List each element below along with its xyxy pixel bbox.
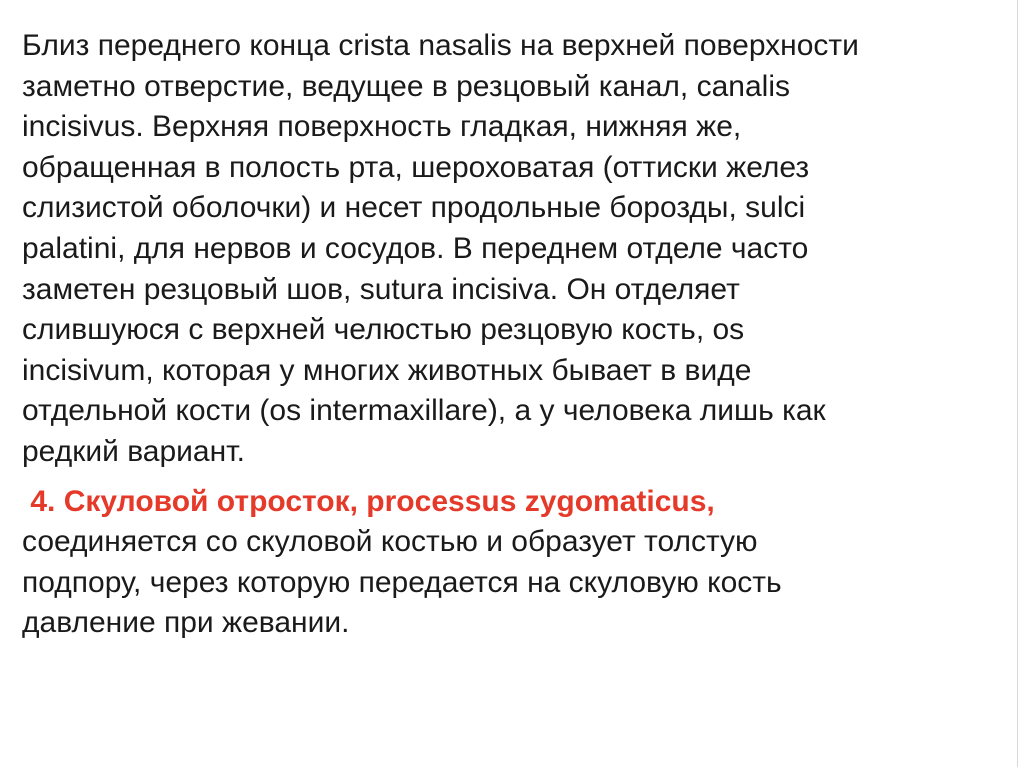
- paragraph-1-line: Близ переднего конца crista nasalis на верхней поверхности: [22, 29, 859, 62]
- paragraph-2: [22, 482, 1002, 644]
- paragraph-1-line: слившуюся с верхней челюстью резцовую кость, os: [22, 313, 745, 347]
- paragraph-1-line: обращенная в полость рта, шероховатая (оттиски желез: [22, 150, 810, 184]
- paragraph-1-line: заметно отверстие, ведущее в резцовый канал, canalis: [22, 69, 790, 103]
- paragraph-1-line: слизистой оболочки) и несет продольные борозды, sulci: [22, 191, 806, 225]
- paragraph-2-line: соединяется со скуловой костью и образует толстую: [22, 525, 758, 559]
- paragraph-1-line: редкий вариант.: [22, 434, 245, 468]
- paragraph-2-line: давление при жевании.: [22, 606, 350, 640]
- paragraph-1-line: заметен резцовый шов, sutura incisiva. Он отделяет: [22, 272, 740, 306]
- paragraph-1-line: palatini, для нервов и сосудов. В переднем отделе часто: [22, 231, 809, 265]
- paragraph-1-line: incisivus. Верхняя поверхность гладкая, нижняя же,: [22, 110, 742, 144]
- section-heading: 4. Скуловой отросток, processus zygomaticus,: [22, 484, 715, 518]
- slide-edge-divider: [1017, 0, 1018, 767]
- slide-body: [22, 26, 1002, 644]
- paragraph-1-line: incisivum, которая у многих животных бывает в виде: [22, 353, 752, 387]
- paragraph-1: [22, 26, 1002, 473]
- paragraph-1-line: отдельной кости (os intermaxillare), а у человека лишь как: [22, 394, 826, 428]
- paragraph-2-line: подпору, через которую передается на скуловую кость: [22, 565, 782, 599]
